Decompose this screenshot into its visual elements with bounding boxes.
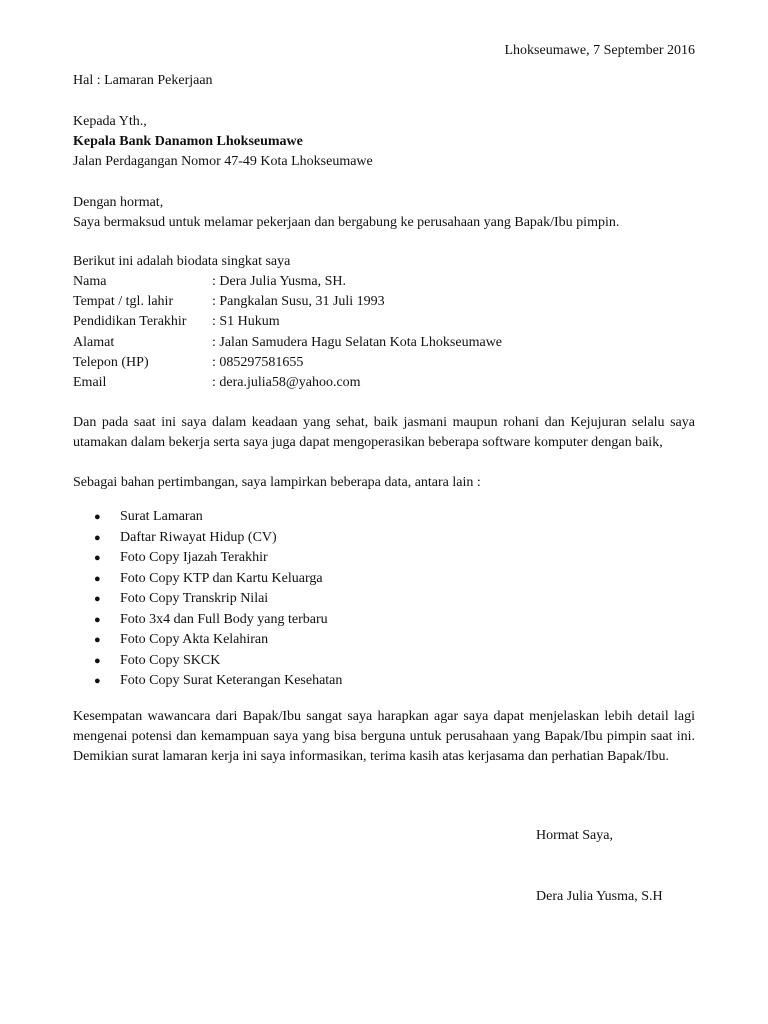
health-paragraph: Dan pada saat ini saya dalam keadaan yang sehat, baik jasmani maupun rohani dan Kejujuran selalu saya utamakan dalam bekerja serta saya juga dapat mengoperasikan beberapa software komputer dengan baik, — [73, 415, 695, 450]
bio-label: Pendidikan Terakhir — [73, 314, 187, 329]
list-item — [73, 548, 342, 569]
intro-paragraph: Saya bermaksud untuk melamar pekerjaan dan bergabung ke perusahaan yang Bapak/Ibu pimpin. — [73, 215, 620, 230]
bio-value: : Pangkalan Susu, 31 Juli 1993 — [212, 294, 385, 309]
list-item — [73, 651, 342, 672]
bio-label: Nama — [73, 274, 107, 289]
bullet-icon: ● — [94, 675, 101, 687]
bio-value: : S1 Hukum — [212, 314, 280, 329]
bio-intro: Berikut ini adalah biodata singkat saya — [73, 254, 291, 269]
list-item — [73, 630, 342, 651]
list-item — [73, 569, 342, 590]
bullet-icon: ● — [94, 531, 101, 544]
attachment-label: Foto Copy Akta Kelahiran — [120, 632, 269, 647]
bio-label: Alamat — [73, 335, 115, 350]
bullet-icon: ● — [94, 572, 101, 585]
list-item — [73, 610, 342, 631]
closing-paragraph: Kesempatan wawancara dari Bapak/Ibu sangat saya harapkan agar saya dapat menjelaskan lebih detail lagi mengenai potensi dan kemampuan saya yang bisa berguna untuk perusahaan yang Bapak/Ibu pimpin saat ini. Demikian surat lamaran kerja ini saya informasikan, terima kasih atas kerjasama dan perhatian Bapak/Ibu. — [73, 709, 695, 764]
attachment-label: Surat Lamaran — [120, 509, 203, 524]
bullet-icon: ● — [94, 654, 101, 667]
sign-off: Hormat Saya, — [536, 828, 613, 843]
list-item — [73, 507, 342, 528]
recipient-name: Kepala Bank Danamon Lhokseumawe — [73, 134, 303, 149]
list-item — [73, 671, 342, 692]
bullet-icon: ● — [94, 593, 101, 605]
bullet-icon: ● — [94, 613, 101, 626]
bio-value: : dera.julia58@yahoo.com — [212, 375, 361, 390]
bio-label: Email — [73, 375, 107, 390]
bullet-icon: ● — [94, 511, 101, 523]
bio-label: Tempat / tgl. lahir — [73, 294, 174, 309]
attachment-label: Foto Copy Ijazah Terakhir — [120, 550, 268, 565]
list-item — [73, 528, 342, 549]
bullet-icon: ● — [94, 634, 101, 646]
attachment-label: Foto 3x4 dan Full Body yang terbaru — [120, 611, 328, 627]
greeting: Dengan hormat, — [73, 195, 164, 210]
attachment-label: Foto Copy KTP dan Kartu Keluarga — [120, 570, 323, 586]
bio-value: : 085297581655 — [212, 355, 304, 370]
signer-name: Dera Julia Yusma, S.H — [536, 889, 663, 904]
attachment-label: Daftar Riwayat Hidup (CV) — [120, 529, 277, 545]
attachment-label: Foto Copy Transkrip Nilai — [120, 591, 269, 606]
attachments-list — [73, 507, 342, 692]
subject-line: Hal : Lamaran Pekerjaan — [73, 73, 213, 88]
recipient-address: Jalan Perdagangan Nomor 47-49 Kota Lhokseumawe — [73, 154, 373, 169]
attachment-label: Foto Copy Surat Keterangan Kesehatan — [120, 673, 343, 688]
list-item — [73, 589, 342, 610]
attachments-intro: Sebagai bahan pertimbangan, saya lampirkan beberapa data, antara lain : — [73, 475, 481, 490]
place-date: Lhokseumawe, 7 September 2016 — [504, 43, 695, 58]
attachment-label: Foto Copy SKCK — [120, 652, 221, 668]
recipient-salutation: Kepada Yth., — [73, 114, 147, 129]
bullet-icon: ● — [94, 552, 101, 564]
bio-value: : Jalan Samudera Hagu Selatan Kota Lhokseumawe — [212, 335, 503, 350]
bio-label: Telepon (HP) — [73, 355, 149, 370]
bio-value: : Dera Julia Yusma, SH. — [212, 274, 347, 289]
